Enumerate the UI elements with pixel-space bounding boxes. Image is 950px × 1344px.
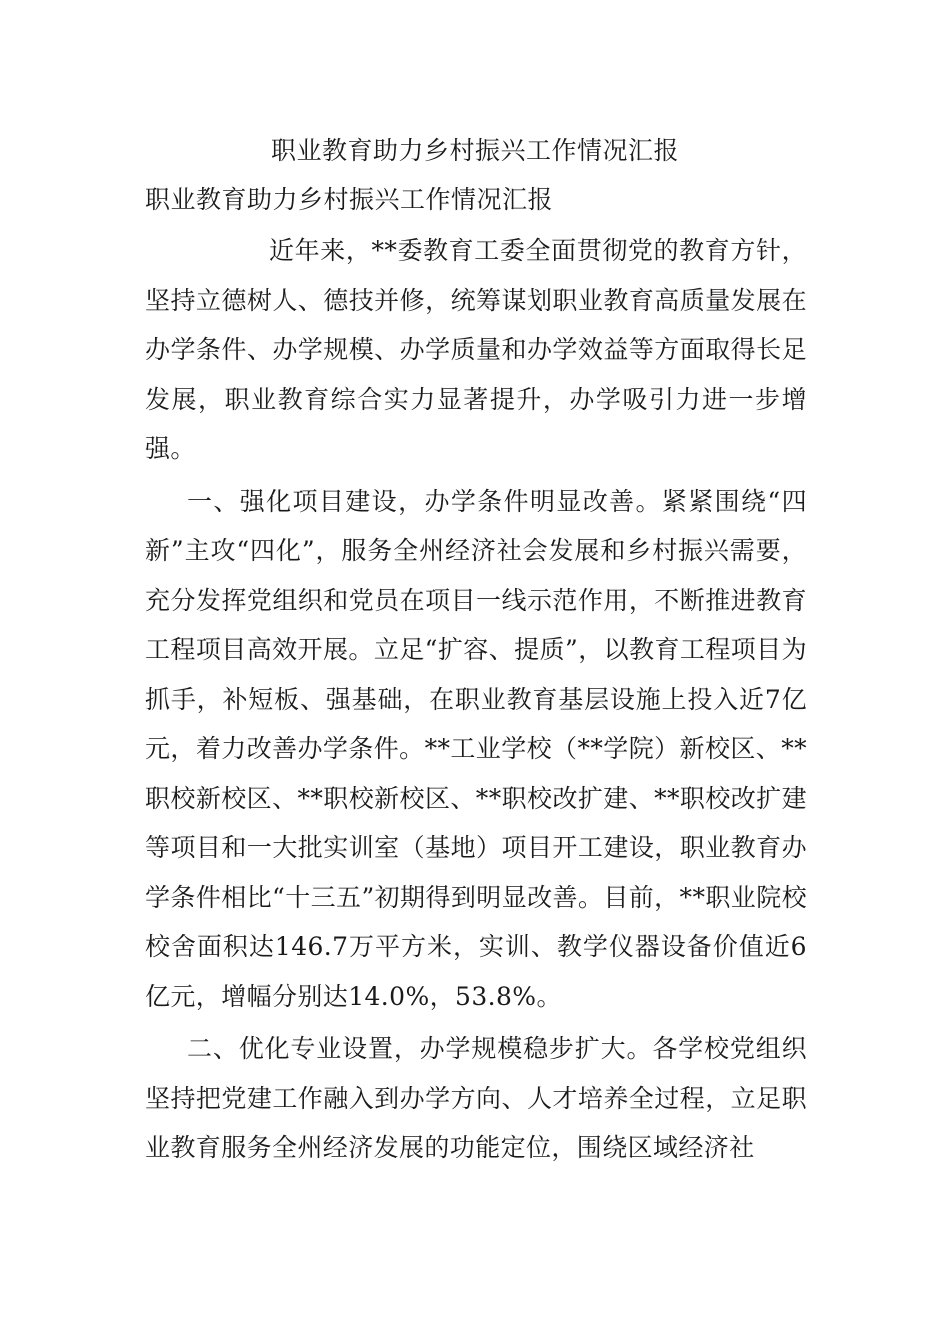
- document-subtitle: 职业教育助力乡村振兴工作情况汇报: [145, 185, 554, 214]
- document-title: 职业教育助力乡村振兴工作情况汇报: [270, 136, 679, 165]
- paragraph-section-2: 二、优化专业设置，办学规模稳步扩大。各学校党组织坚持把党建工作融入到办学方向、人才培养全过程，立足职业教育服务全州经济发展的功能定位，围绕区域经济社: [145, 1034, 807, 1162]
- document-body: [145, 226, 807, 1173]
- paragraph-section-1: 一、强化项目建设，办学条件明显改善。紧紧围绕“四新”主攻“四化”，服务全州经济社会发展和乡村振兴需要，充分发挥党组织和党员在项目一线示范作用，不断推进教育工程项目高效开展。立足“扩容、提质”，以教育工程项目为抓手，补短板、强基础，在职业教育基层设施上投入近7亿元，着力改善办学条件。**工业学校（**学院）新校区、**职校新校区、**职校新校区、**职校改扩建、**职校改扩建等项目和一大批实训室（基地）项目开工建设，职业教育办学条件相比“十三五”初期得到明显改善。目前，**职业院校校舍面积达146.7万平方米，实训、教学仪器设备价值近6亿元，增幅分别达14.0%，53.8%。: [145, 486, 807, 1011]
- paragraph-intro: 近年来，**委教育工委全面贯彻党的教育方针，坚持立德树人、德技并修，统筹谋划职业教育高质量发展在办学条件、办学规模、办学质量和办学效益等方面取得长足发展，职业教育综合实力显著提升，办学吸引力进一步增强。: [145, 236, 807, 463]
